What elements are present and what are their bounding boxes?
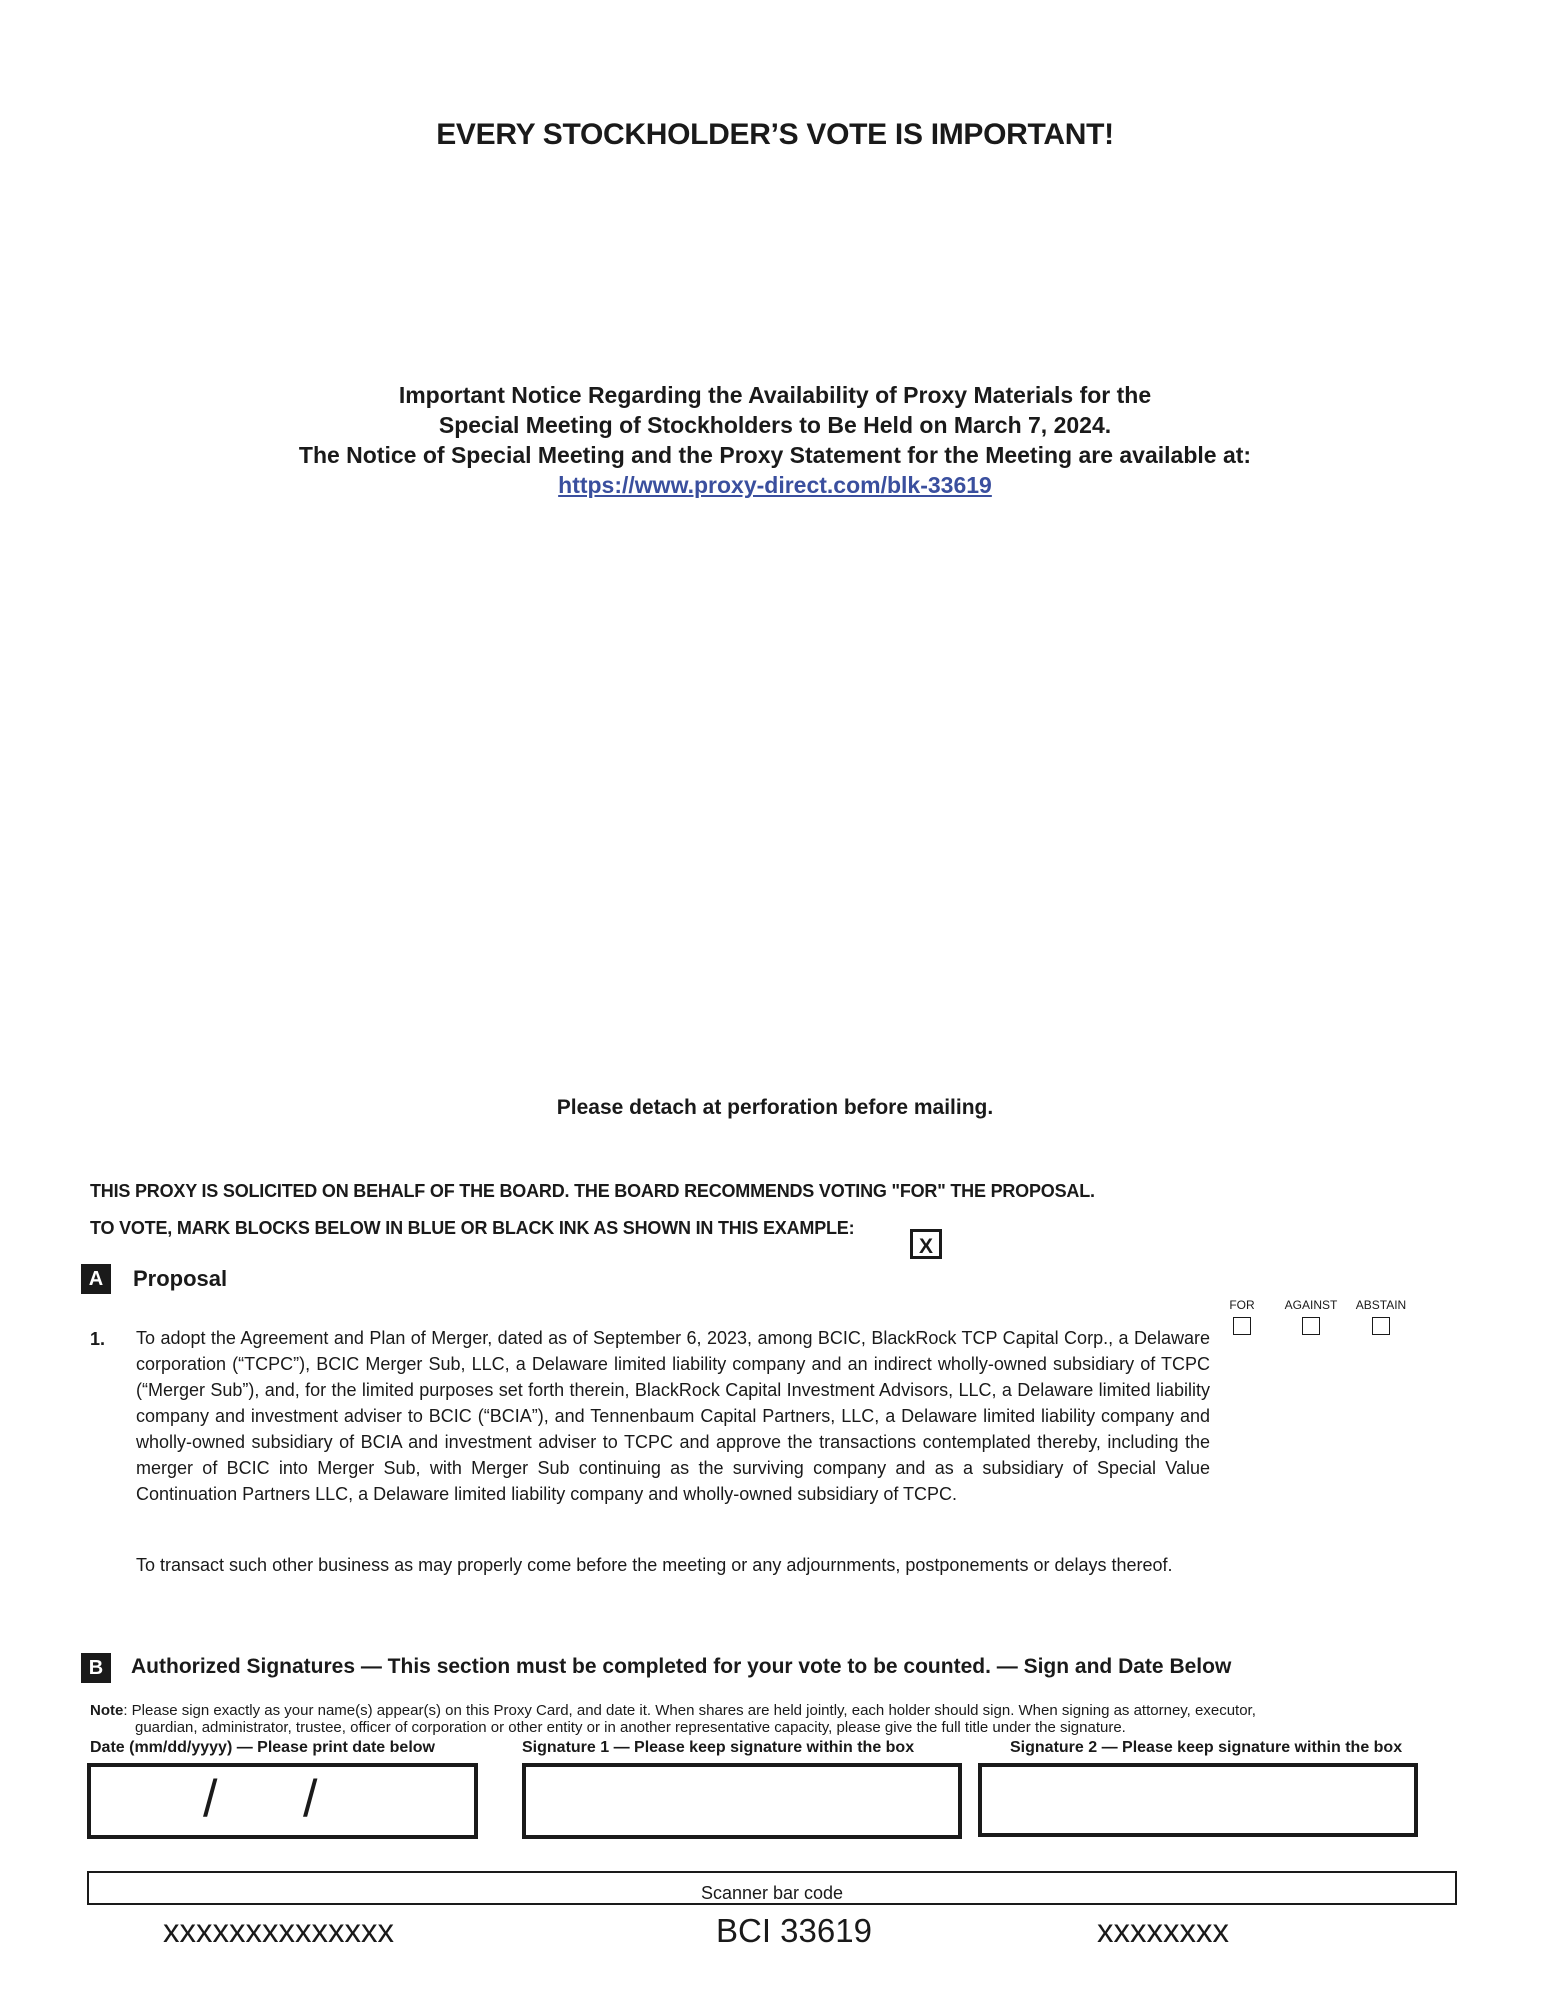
detach-instruction: Please detach at perforation before mailing. (556, 1096, 994, 1119)
other-business-text: To transact such other business as may properly come before the meeting or any adjournments, postponements or delays thereof. (136, 1555, 1173, 1575)
scanner-bar-code (87, 1871, 1457, 1905)
date-input-box[interactable] (87, 1763, 478, 1839)
date-slash-1: / (203, 1770, 218, 1828)
notice-line-2: Special Meeting of Stockholders to Be Held on March 7, 2024. (438, 412, 1112, 438)
note-text-continued: guardian, administrator, trustee, officer of corporation or other entity or in another representative capacity, please give the full title under the signature. (135, 1719, 1126, 1736)
right-code: xxxxxxxx (1097, 1912, 1229, 1949)
note-text: : Please sign exactly as your name(s) appear(s) on this Proxy Card, and date it. When shares are held jointly, each holder should sign. When signing as attorney, executor, (123, 1702, 1256, 1719)
vote-label-against: AGAINST (1284, 1298, 1338, 1312)
section-b-badge: B (81, 1653, 111, 1683)
signature-2-box[interactable] (978, 1763, 1418, 1837)
signature-note (90, 1702, 1490, 1736)
notice-line-1: Important Notice Regarding the Availability of Proxy Materials for the (398, 382, 1152, 408)
page-headline: EVERY STOCKHOLDER’S VOTE IS IMPORTANT! (436, 118, 1114, 151)
proxy-materials-link[interactable]: https://www.proxy-direct.com/blk-33619 (558, 472, 992, 498)
note-label: Note (90, 1702, 124, 1719)
date-label: Date (mm/dd/yyyy) — Please print date below (90, 1739, 435, 1756)
signature-2-label: Signature 2 — Please keep signature within the box (1010, 1739, 1403, 1756)
vote-checkbox-abstain[interactable] (1372, 1317, 1390, 1335)
date-slash-2: / (303, 1770, 318, 1828)
notice-line-3: The Notice of Special Meeting and the Proxy Statement for the Meeting are available at: (298, 442, 1252, 468)
vote-label-abstain: ABSTAIN (1355, 1298, 1407, 1312)
scanner-bar-code-label: Scanner bar code (700, 1883, 844, 1903)
section-a-badge: A (81, 1264, 111, 1294)
center-code: BCI 33619 (716, 1912, 872, 1949)
example-mark-box: X (910, 1229, 942, 1259)
section-b-title: Authorized Signatures — This section must be completed for your vote to be counted. — Sign and Date Below (131, 1655, 1232, 1678)
section-a-title: Proposal (133, 1266, 228, 1291)
vote-checkbox-against[interactable] (1302, 1317, 1320, 1335)
solicited-statement: THIS PROXY IS SOLICITED ON BEHALF OF THE BOARD. THE BOARD RECOMMENDS VOTING "FOR" THE PROPOSAL. (90, 1181, 1095, 1201)
signature-1-label: Signature 1 — Please keep signature within the box (522, 1739, 915, 1756)
vote-instruction: TO VOTE, MARK BLOCKS BELOW IN BLUE OR BLACK INK AS SHOWN IN THIS EXAMPLE: (90, 1218, 855, 1238)
vote-checkbox-for[interactable] (1233, 1317, 1251, 1335)
proposal-text: To adopt the Agreement and Plan of Merger, dated as of September 6, 2023, among BCIC, BlackRock TCP Capital Corp., a Delaware corporation (“TCPC”), BCIC Merger Sub, LLC, a Delaware limited liability company and an indirect wholly-owned subsidiary of TCPC (“Merger Sub”), and, for the limited purposes set forth therein, BlackRock Capital Investment Advisors, LLC, a Delaware limited liability company and investment adviser to BCIC (“BCIA”), and Tennenbaum Capital Partners, LLC, a Delaware limited liability company and wholly-owned subsidiary of BCIA and investment adviser to TCPC and approve the transactions contemplated thereby, including the merger of BCIC into Merger Sub, with Merger Sub continuing as the surviving company and as a subsidiary of Special Value Continuation Partners LLC, a Delaware limited liability company and wholly-owned subsidiary of TCPC. (136, 1328, 1210, 1504)
left-code: xxxxxxxxxxxxxx (163, 1912, 394, 1949)
proposal-number: 1. (90, 1329, 106, 1349)
signature-1-box[interactable] (522, 1763, 962, 1839)
vote-label-for: FOR (1229, 1298, 1255, 1312)
